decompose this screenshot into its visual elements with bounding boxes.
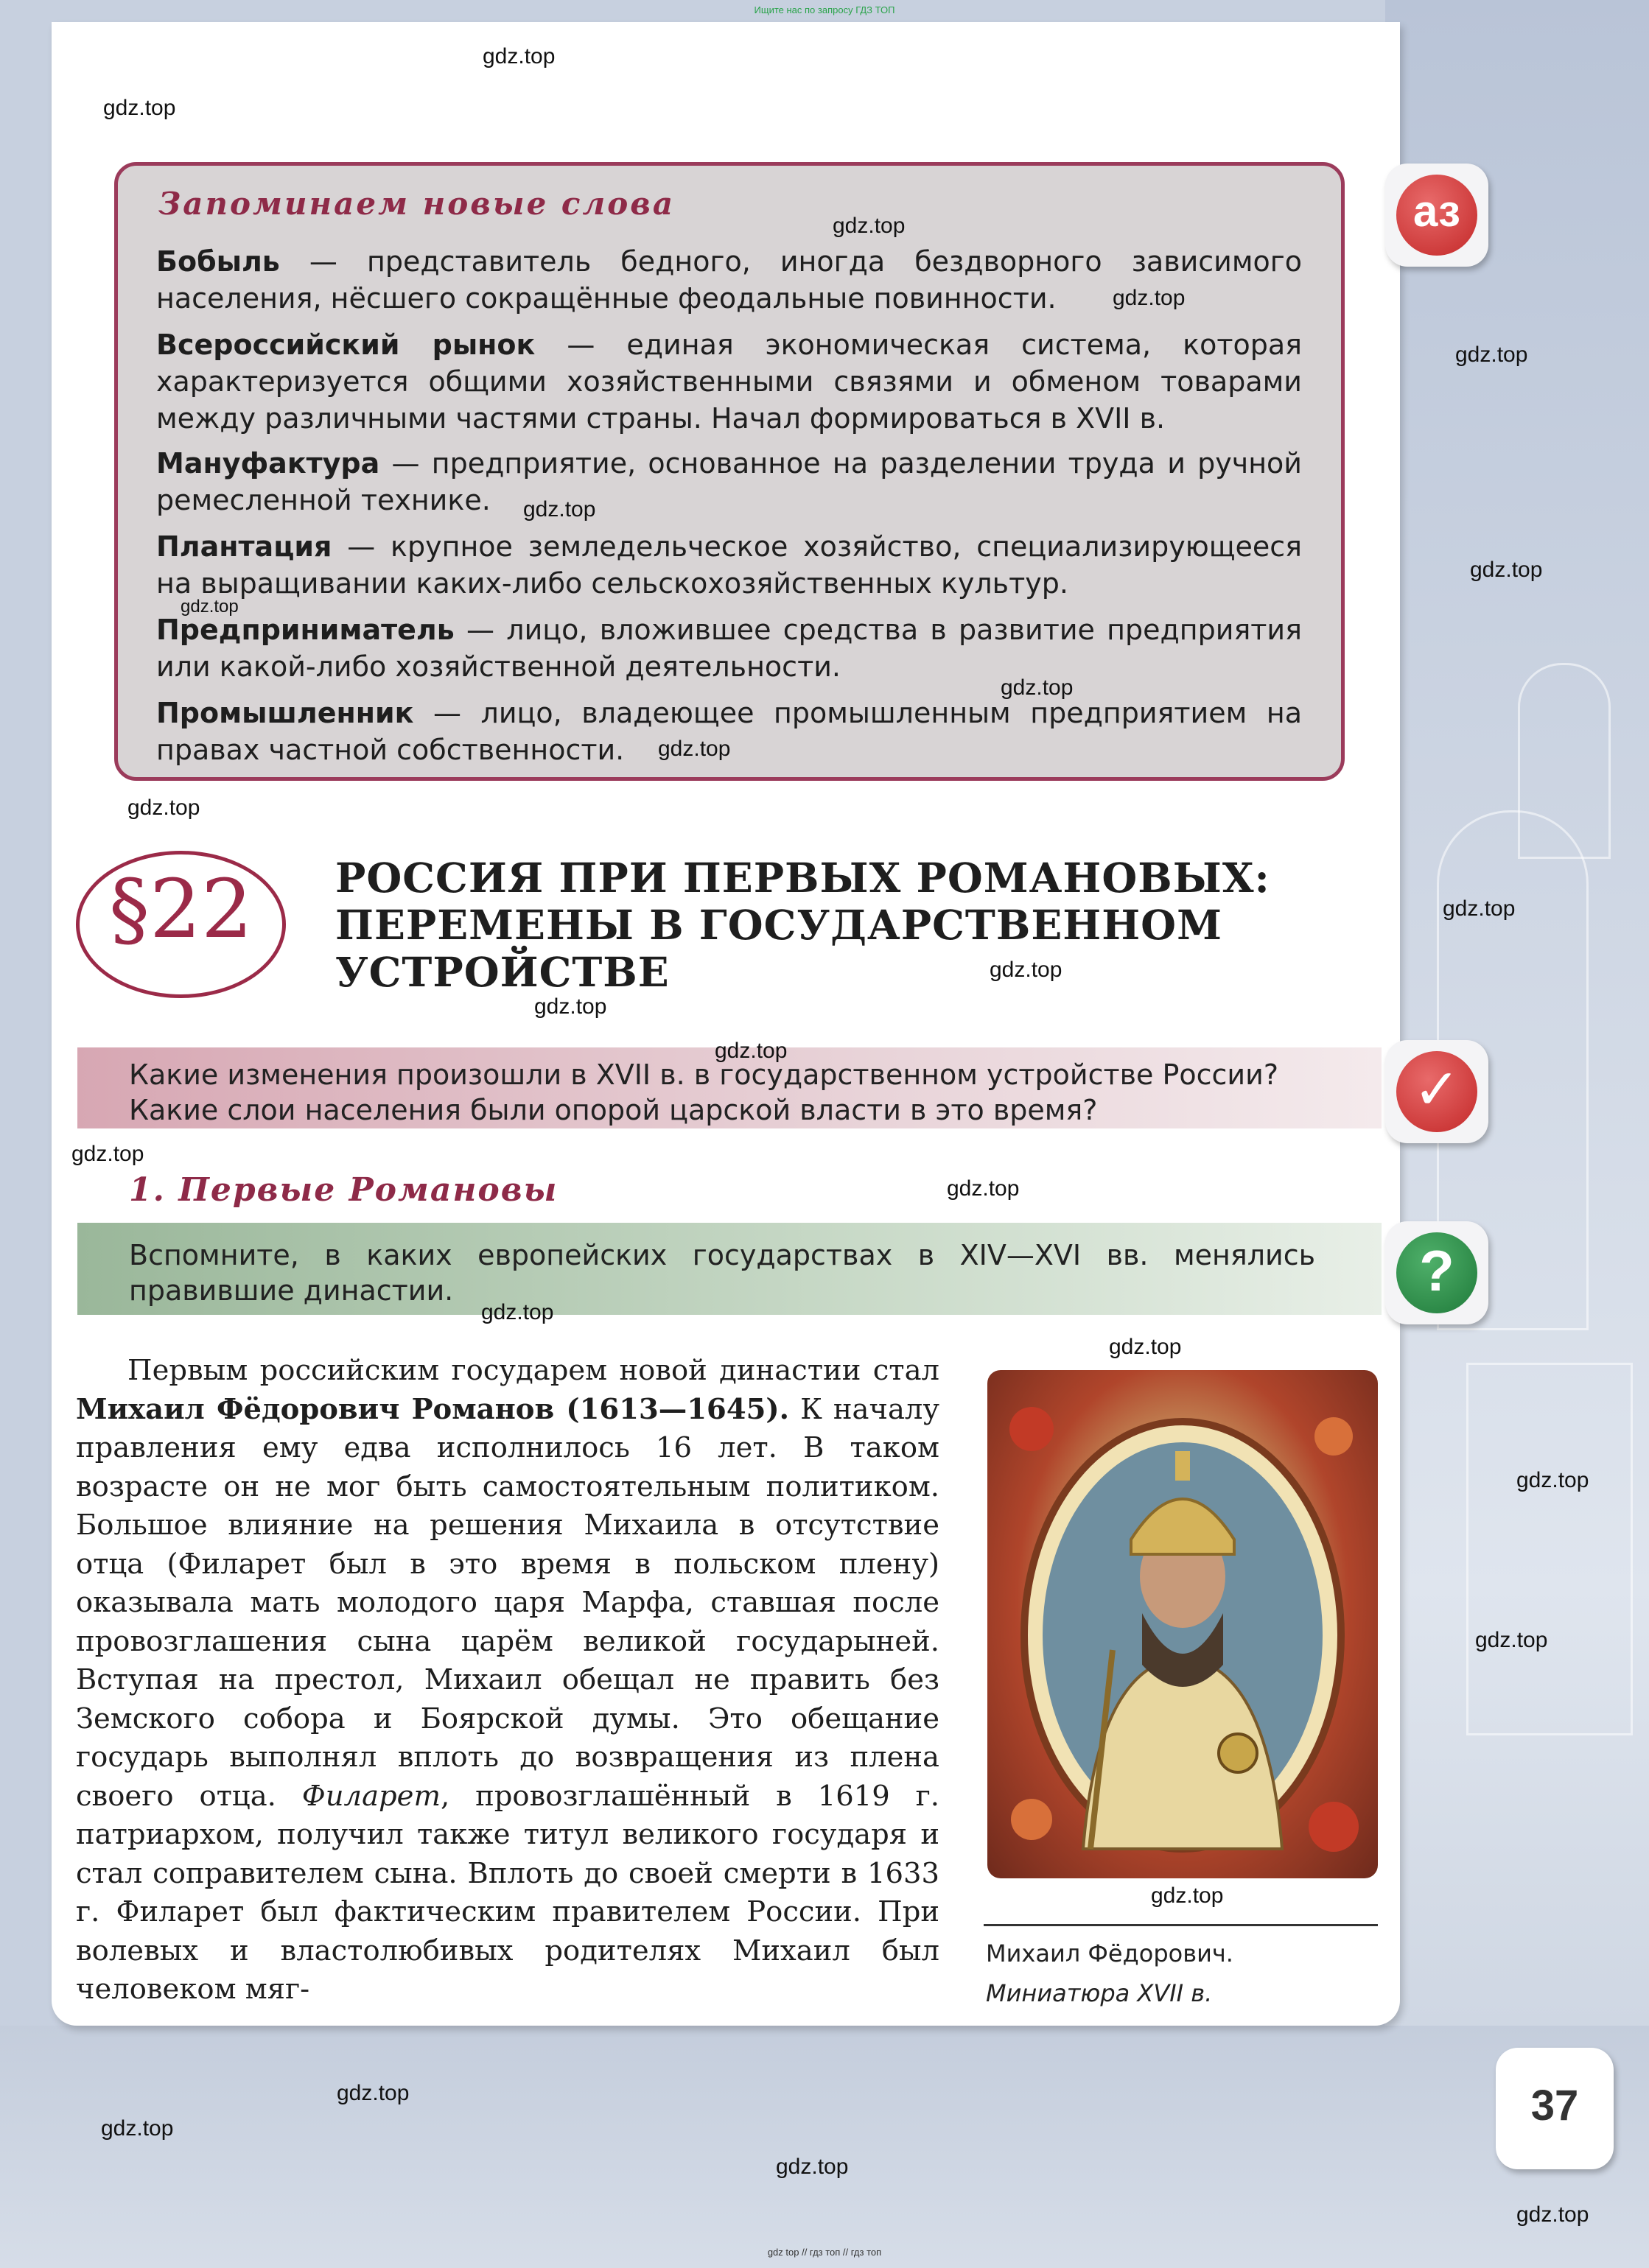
watermark: gdz.top [481,1300,554,1324]
vocab-term: Мануфактура [156,447,380,480]
top-note: Ищите нас по запросу ГДЗ ТОП [754,4,895,15]
vocab-definition: — крупное земледельческое хозяйство, специализирующееся на выращивании каких-либо сельскохозяйственных культур. [156,530,1302,600]
watermark: gdz.top [1475,1628,1548,1652]
question-line: Какие слои населения были опорой царской власти в это время? [129,1094,1098,1126]
watermark: gdz.top [1001,675,1074,700]
questions-text [129,1057,1323,1128]
vocab-entry [156,611,1302,685]
recall-icon [1385,1221,1488,1324]
watermark: gdz.top [534,994,607,1019]
vocab-entry [156,528,1302,602]
watermark: gdz.top [71,1142,144,1166]
vocab-definition: — лицо, владеющее промышленным предприятием на правах частной собственности. [156,697,1302,766]
watermark: gdz.top [127,796,200,820]
watermark: gdz.top [947,1176,1020,1201]
vocab-entry [156,445,1302,519]
kremlin-sketch [1466,1363,1633,1735]
watermark: gdz.top [483,44,556,69]
watermark: gdz.top [103,96,176,120]
portrait-illustration [987,1370,1378,1878]
vocab-term: Всероссийский рынок [156,329,536,361]
page-number: 37 [1530,2082,1579,2130]
portrait-miniature [987,1370,1378,1878]
vocabulary-icon [1385,164,1488,267]
body-italic: Филарет [301,1779,441,1813]
watermark: gdz.top [1516,1468,1589,1492]
chapter-title-line: ПЕРЕМЕНЫ В ГОСУДАРСТВЕННОМ [335,901,1222,949]
chapter-title-line: УСТРОЙСТВЕ [335,948,670,996]
watermark: gdz.top [833,214,906,238]
section-title: 1. Первые Романовы [129,1171,559,1209]
vocabulary-icon-glyph: аз [1413,186,1460,236]
question-mark-icon: ? [1419,1238,1454,1303]
paragraph-number: §22 [109,862,253,956]
caption-line-2: Миниатюра XVII в. [986,1979,1213,2007]
watermark: gdz.top [337,2081,410,2105]
body-text [76,1352,939,2009]
body-part: Первым российским государем новой династии стал [127,1354,939,1387]
question-line: Какие изменения произошли в XVII в. в государственном устройстве России? [129,1058,1278,1091]
vocab-definition: — единая экономическая система, которая характеризуется общими хозяйственными связями и обменом товарами между различными частями страны. Начал формироваться в XVII в. [156,329,1303,435]
watermark: gdz.top [658,737,731,761]
vocab-definition: — предприятие, основанное на разделении труда и ручной ремесленной технике. [156,447,1302,516]
watermark: gdz.top [1151,1883,1224,1908]
body-bold: Михаил Фёдорович Романов (1613—1645). [76,1392,790,1426]
watermark: gdz.top [523,497,596,522]
vocab-entry [156,326,1302,437]
vocab-term: Предприниматель [156,614,455,646]
questions-icon [1385,1040,1488,1143]
vocab-definition: — представитель бедного, иногда бездворного зависимого населения, нёсшего сокращённые феодальные повинности. [156,245,1302,315]
vocab-definition: — лицо, вложившее средства в развитие предприятия или какой-либо хозяйственной деятельности. [156,614,1302,683]
caption-rule [984,1924,1378,1926]
vocab-term: Плантация [156,530,332,563]
watermark: gdz.top [1455,343,1528,367]
watermark: gdz.top [1113,286,1186,310]
bottom-note: gdz top // гдз топ // гдз топ [767,2247,882,2258]
body-part: , провозглашённый в 1619 г. патриархом, получил также титул великого государя и стал соправителем сына. Вплоть до своей смерти в 1633 г. Филарет был фактическим правителем России. При волевых и властолюбивых родителях Михаил был человеком мяг- [76,1779,939,2006]
kremlin-sketch [1518,663,1611,859]
watermark: gdz.top [776,2155,849,2179]
bottom-background [0,2026,1649,2268]
watermark: gdz.top [715,1039,788,1063]
check-icon: ✓ [1413,1056,1460,1122]
chapter-title-line: РОССИЯ ПРИ ПЕРВЫХ РОМАНОВЫХ: [335,854,1270,902]
vocab-term: Бобыль [156,245,280,278]
caption-line-1: Михаил Фёдорович. [986,1939,1233,1967]
vocabulary-title: Запоминаем новые слова [158,186,676,222]
watermark: gdz.top [1443,896,1516,921]
recall-text: Вспомните, в каких европейских государствах в XIV—XVI вв. менялись правившие династии. [129,1239,1315,1307]
body-part: К началу правления ему едва исполнилось 16 лет. В таком возрасте он не мог быть самостоятельным политиком. Большое влияние на решения Михаила в отсутствие отца (Филарет был в это время в польском плену) оказывала мать молодого царя Марфа, ставшая после провозглашения сына царём великой государыней. Вступая на престол, Михаил обещал не править без Земского собора и Боярской думы. Это обещание государь выполнял вплоть до возвращения из плена своего отца. [76,1392,940,1813]
watermark: gdz.top [1516,2202,1589,2227]
portrait-caption [986,1934,1384,2013]
watermark: gdz.top [181,597,239,617]
watermark: gdz.top [101,2116,174,2141]
vocab-term: Промышленник [156,697,414,729]
watermark: gdz.top [990,958,1062,982]
watermark: gdz.top [1470,558,1543,582]
chapter-title [335,854,1293,996]
watermark: gdz.top [1109,1335,1182,1359]
